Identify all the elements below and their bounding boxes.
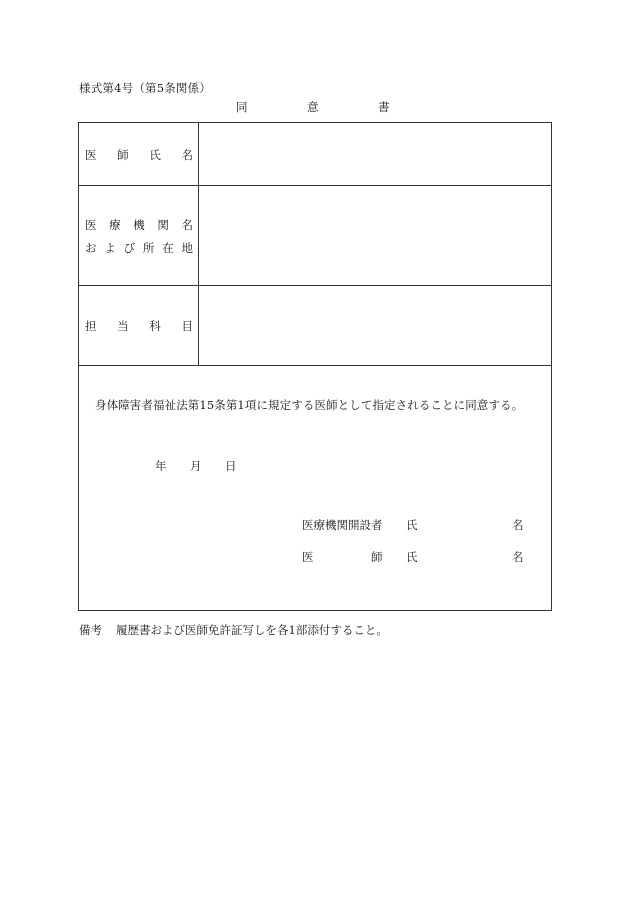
department-field[interactable] — [199, 286, 551, 365]
label-char: 名 — [181, 148, 193, 162]
label-char: 当 — [117, 319, 129, 333]
row-department — [79, 286, 551, 366]
row-doctor-name — [79, 123, 551, 186]
remarks — [79, 622, 388, 638]
date-year: 年 — [155, 459, 167, 473]
founder-label: 医療機関開設者 — [302, 518, 383, 532]
doctor-sig-uji: 氏 — [406, 550, 418, 564]
label-char: よ — [104, 241, 116, 255]
title-char-2: 意 — [307, 100, 319, 114]
doctor-sig-mei: 名 — [512, 550, 524, 564]
doctor-sig-shi: 師 — [371, 550, 383, 564]
label-char: 医 — [85, 218, 97, 232]
label-char: 機 — [133, 218, 145, 232]
document-title — [0, 99, 630, 117]
title-char-3: 書 — [378, 100, 390, 114]
institution-field[interactable] — [199, 186, 551, 285]
doctor-sig-i: 医 — [302, 550, 314, 564]
label-char: 関 — [157, 218, 169, 232]
label-char: 氏 — [149, 148, 161, 162]
label-doctor-name — [79, 123, 199, 185]
founder-name-mei: 名 — [512, 518, 524, 532]
consent-form-table — [78, 122, 552, 611]
label-institution — [79, 186, 199, 285]
label-char: お — [85, 241, 97, 255]
founder-name-shi: 氏 — [406, 518, 418, 532]
form-number: 様式第4号（第5条関係） — [79, 81, 212, 95]
label-char: 目 — [181, 319, 193, 333]
remarks-text: 履歴書および医師免許証写しを各1部添付すること。 — [116, 623, 388, 637]
label-char: 担 — [85, 319, 97, 333]
date-day: 日 — [225, 459, 237, 473]
label-char: び — [123, 241, 136, 255]
label-char: 科 — [149, 319, 161, 333]
label-department — [79, 286, 199, 365]
doctor-name-field[interactable] — [199, 123, 551, 185]
consent-statement: 身体障害者福祉法第15条第1項に規定する医師として指定されることに同意する。 — [95, 398, 524, 412]
label-char: 医 — [85, 148, 97, 162]
label-char: 師 — [117, 148, 129, 162]
label-char: 名 — [181, 218, 193, 232]
label-char: 所 — [142, 241, 155, 255]
title-char-1: 同 — [236, 100, 248, 114]
remarks-heading: 備考 — [79, 623, 102, 637]
label-char: 療 — [109, 218, 121, 232]
label-char: 在 — [162, 241, 174, 255]
date-month: 月 — [190, 459, 202, 473]
row-institution — [79, 186, 551, 286]
label-char: 地 — [181, 241, 193, 255]
